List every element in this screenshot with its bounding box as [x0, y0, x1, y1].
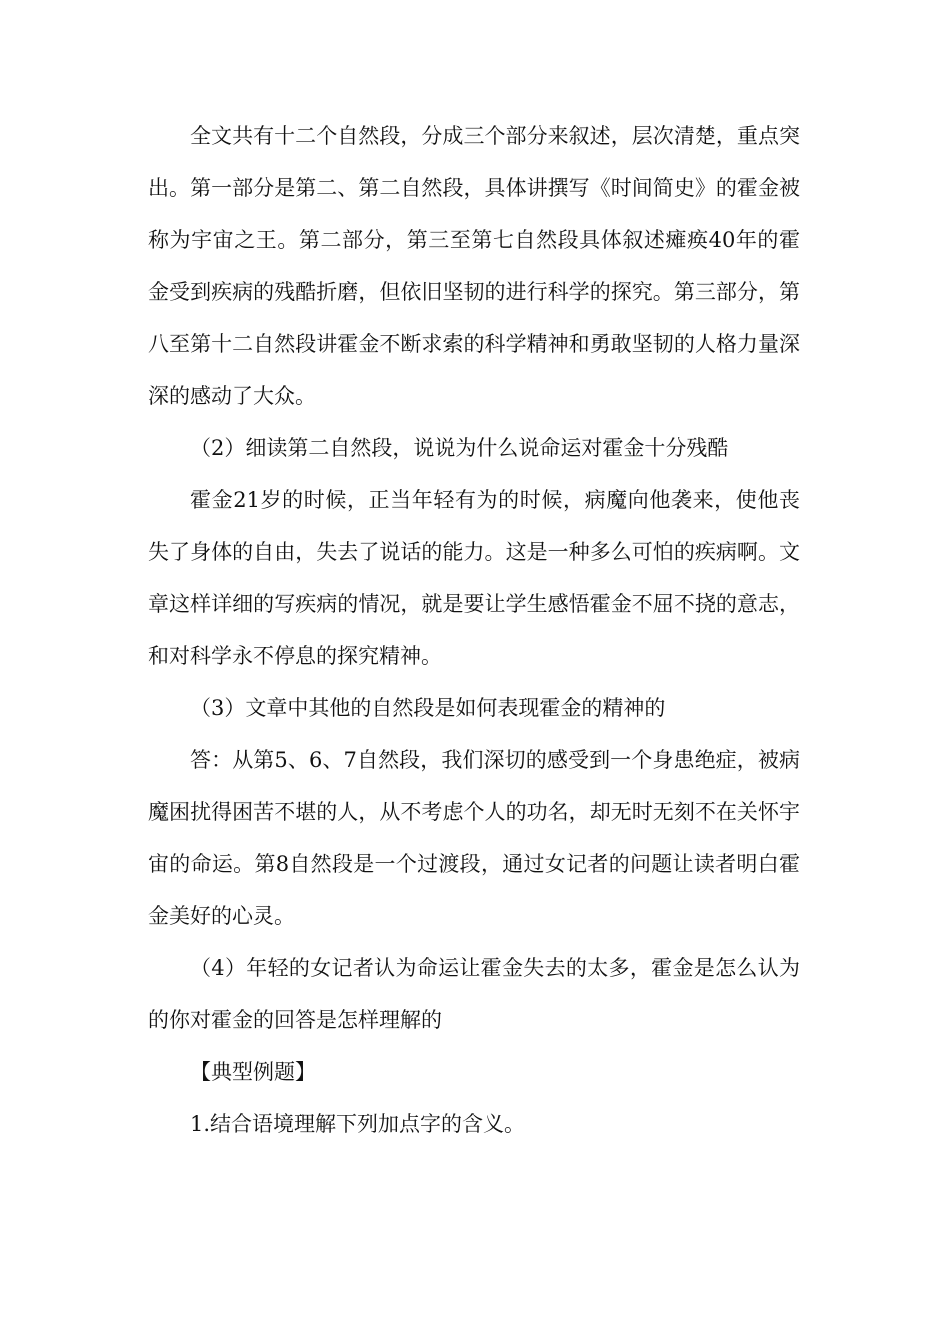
- answer-2: 霍金21岁的时候，正当年轻有为的时候，病魔向他袭来，使他丧失了身体的自由，失去了说话的能力。这是一种多么可怕的疾病啊。文章这样详细的写疾病的情况，就是要让学生感悟霍金不屈不挠的意志，和对科学永不停息的探究精神。: [148, 488, 800, 668]
- section-heading-typical-examples: 【典型例题】: [190, 1060, 316, 1084]
- question-4: （4）年轻的女记者认为命运让霍金失去的太多，霍金是怎么认为的你对霍金的回答是怎样理解的: [148, 956, 800, 1032]
- example-question-1: 1.结合语境理解下列加点字的含义。: [190, 1112, 526, 1136]
- paragraph-structure-summary: 全文共有十二个自然段，分成三个部分来叙述，层次清楚，重点突出。第一部分是第二、第二自然段，具体讲撰写《时间简史》的霍金被称为宇宙之王。第二部分，第三至第七自然段具体叙述瘫痪40年的霍金受到疾病的残酷折磨，但依旧坚韧的进行科学的探究。第三部分，第八至第十二自然段讲霍金不断求索的科学精神和勇敢坚韧的人格力量深深的感动了大众。: [148, 124, 800, 408]
- answer-3: 答：从第5、6、7自然段，我们深切的感受到一个身患绝症，被病魔困扰得困苦不堪的人，从不考虑个人的功名，却无时无刻不在关怀宇宙的命运。第8自然段是一个过渡段，通过女记者的问题让读者明白霍金美好的心灵。: [148, 748, 800, 928]
- document-body: [148, 110, 800, 1150]
- question-3: （3）文章中其他的自然段是如何表现霍金的精神的: [190, 696, 666, 720]
- question-2: （2）细读第二自然段，说说为什么说命运对霍金十分残酷: [190, 436, 729, 460]
